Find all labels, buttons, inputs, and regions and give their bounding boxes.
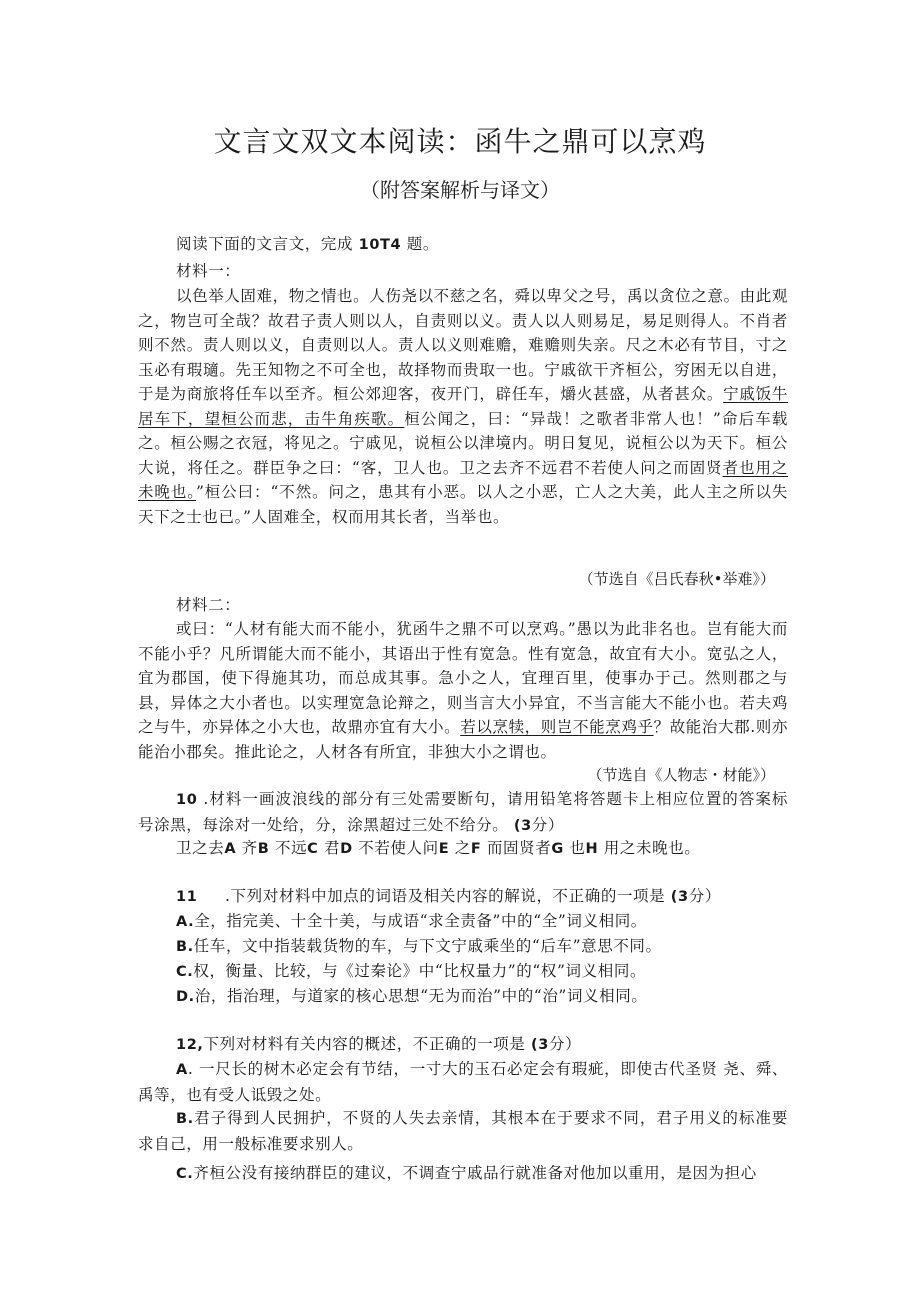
question-11-option-a	[138, 909, 788, 935]
material-two-underlined: 若以烹犊，则岂不能烹鸡乎	[460, 718, 654, 736]
sentence-segment: 也	[569, 839, 586, 857]
question-range: 10T4	[358, 237, 402, 253]
question-11	[138, 884, 788, 910]
question-11-option-c	[138, 959, 788, 985]
question-11-score-unit: 分）	[688, 887, 721, 905]
option-text: 权，衡量、比较，与《过秦论》中“比权量力”的“权”词义相同。	[193, 962, 647, 980]
break-option-h: H	[585, 841, 599, 857]
sentence-segment: 用之未晚也。	[603, 839, 701, 857]
question-12-option-a	[138, 1057, 788, 1107]
question-12	[138, 1032, 788, 1058]
material-two-label: 材料二：	[176, 596, 241, 614]
question-11-text: .下列对材料中加点的词语及相关内容的解说，不正确的一项是	[225, 887, 666, 905]
question-12-option-c	[138, 1161, 788, 1187]
option-key: A.	[176, 914, 195, 930]
page-title: 文言文双文本阅读：函牛之鼎可以烹鸡	[213, 125, 707, 158]
question-10-number: 10	[176, 792, 198, 808]
break-option-b: B	[257, 841, 270, 857]
sentence-segment: 不若使人问	[358, 839, 439, 857]
option-text: . 一尺长的树木必定会有节结，一寸大的玉石必定会有瑕疵，即使古代圣贤 尧、舜、禹等，也有受人诋毁之处。	[138, 1060, 788, 1104]
question-11-option-b	[138, 934, 788, 960]
material-one-part-c: ”桓公曰：“不然。问之，患其有小恶。以人之小恶，亡人之大美，此人主之所以失天下之士也已。”人固难全，权而用其长者，当举也。	[138, 483, 788, 526]
option-key: B.	[176, 939, 194, 955]
option-text: 治，指治理，与道家的核心思想“无为而治”中的“治”词义相同。	[194, 987, 648, 1005]
page-subtitle: （附答案解析与译文）	[360, 178, 560, 202]
question-12-score-unit: 分）	[548, 1035, 582, 1053]
break-option-e: E	[438, 841, 450, 857]
instruction-before: 阅读下面的文言文，完成	[176, 235, 354, 253]
question-12-number: 12,	[176, 1037, 204, 1053]
sentence-segment: 而固贤者	[486, 839, 552, 857]
material-one-label: 材料一：	[176, 262, 241, 280]
question-12-score: (3	[531, 1037, 549, 1053]
material-one-text	[138, 284, 788, 529]
material-two-part-a: 或曰：“人材有能大而不能小，犹函牛之鼎不可以烹鸡。”愚以为此非名也。岂有能大而不能小乎？凡所谓能大而不能小，其语出于性有宽急。性有宽急，故宜有大小。宽弘之人，宜为郡国，使下得施其功，而总成其事。急小之人，宜理百里，使事办于己。然则郡之与县，异体之大小者也。以实理宽急论辩之，则当言大小异宜，不当言能大不能小也。若夫鸡之与牛，亦异体之小大也，故鼎亦宜有大小。	[138, 620, 788, 736]
break-option-g: G	[551, 841, 564, 857]
question-11-option-d	[138, 984, 788, 1010]
material-one-underlined-2: 者也用之未晚也。	[138, 458, 788, 501]
instruction-line	[138, 232, 788, 258]
option-text: 齐桓公没有接纳群臣的建议，不调查宁戚品行就准备对他加以重用，是因为担心	[193, 1164, 757, 1182]
question-11-score: (3	[670, 889, 689, 905]
instruction-after: 题。	[406, 235, 439, 253]
question-12-text: 下列对材料有关内容的概述，不正确的一项是	[203, 1035, 526, 1053]
material-two-text	[138, 617, 788, 764]
question-10-score-unit: 分）	[531, 815, 564, 834]
break-option-a: A	[224, 841, 237, 857]
material-two-part-b: ？故能治大郡.则亦能治小郡矣。推此论之，人材各有所宜，非独大小之谓也。	[138, 718, 788, 761]
material-one-underlined-1: 宁戚饭牛居车下，望桓公而悲，击牛角疾歌。	[138, 385, 789, 428]
option-text: 全，指完美、十全十美，与成语“求全责备”中的“全”词义相同。	[194, 912, 647, 930]
question-10-text: .材料一画波浪线的部分有三处需要断句，请用铅笔将答题卡上相应位置的答案标号涂黑，每涂对一处给，分，涂黑超过三处不给分。	[138, 790, 789, 834]
break-option-c: C	[307, 841, 319, 857]
material-one-part-a: 以色举人固难，物之情也。人伤尧以不慈之名，舜以卑父之号，禹以贪位之意。由此观之，物岂可全哉？故君子责人则以人，自责则以义。责人以人则易足，易足则得人。不肖者则不然。责人则以义，自责则以人。责人以义则难赡，难赡则失亲。尺之木必有节目，寸之玉必有瑕瓋。先王知物之不可全也，故择物而贵取一也。宁戚欲干齐桓公，穷困无以自进，于是为商旅将任车以至齐。桓公郊迎客，夜开门，辟任车，爝火甚盛，从者甚众。	[138, 287, 788, 403]
question-10-score: (3	[513, 817, 532, 834]
option-key: B.	[176, 1111, 194, 1127]
question-10-sentence	[138, 836, 788, 862]
material-two-source: （节选自《人物志・材能》）	[587, 766, 775, 784]
option-text: 君子得到人民拥护，不贤的人失去亲情，其根本在于要求不同，君子用义的标准要求自己，用一般标准要求别人。	[138, 1109, 788, 1153]
question-11-number: 11	[176, 889, 198, 905]
material-one-part-b: 桓公闻之，曰：“异哉！之歌者非常人也！”命后车载之。桓公赐之衣冠，将见之。宁戚见，说桓公以津境内。明日复见，说桓公以为天下。桓公大说，将任之。群臣争之曰：“客，卫人也。卫之去齐不远君不若使人问之而固贤	[138, 409, 788, 477]
material-one-source: （节选自《吕氏春秋•举难》）	[578, 570, 775, 588]
question-12-option-b	[138, 1106, 788, 1156]
option-key: C.	[176, 1166, 194, 1182]
sentence-segment: 卫之去	[176, 839, 225, 857]
question-10	[138, 787, 788, 838]
break-option-f: F	[470, 841, 482, 857]
sentence-segment: 之	[454, 839, 471, 857]
sentence-segment: 不远	[274, 839, 308, 857]
sentence-segment: 齐	[241, 839, 258, 857]
option-key: C.	[176, 964, 194, 980]
option-key: A	[176, 1062, 188, 1078]
sentence-segment: 君	[323, 839, 341, 857]
break-option-d: D	[340, 841, 353, 857]
option-key: D.	[176, 989, 195, 1005]
option-text: 任车，文中指装载货物的车，与下文宁戚乘坐的“后车”意思不同。	[193, 937, 662, 955]
